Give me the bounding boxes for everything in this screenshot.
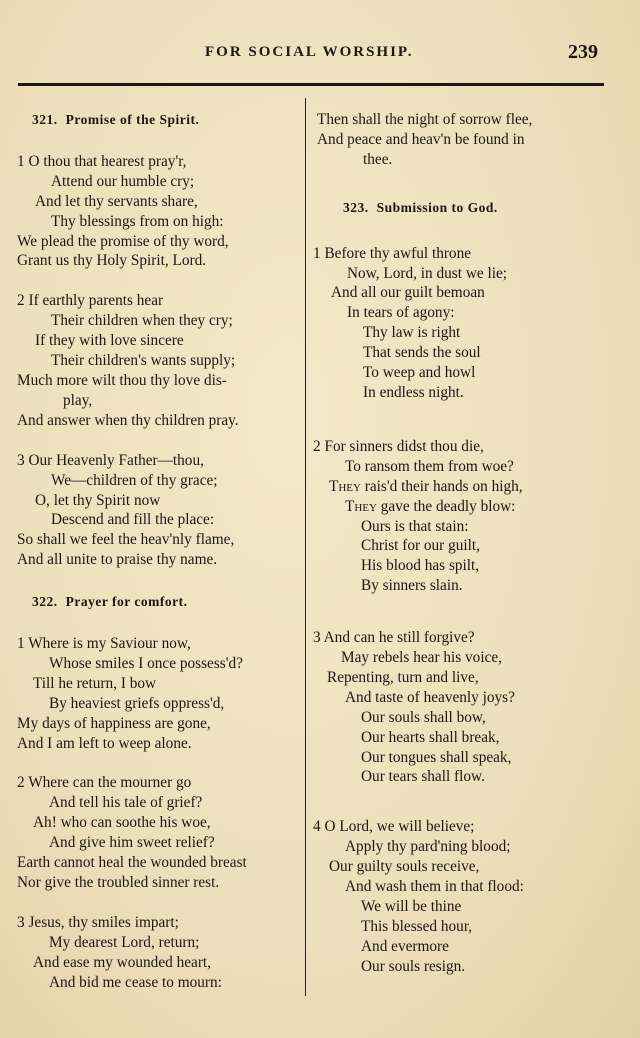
- verse-line: Attend our humble cry;: [51, 172, 195, 190]
- verse-line: Apply thy pard'ning blood;: [345, 838, 511, 856]
- verse-line: Ours is that stain:: [361, 517, 469, 535]
- verse-line: So shall we feel the heav'nly flame,: [17, 531, 235, 549]
- verse-line: Now, Lord, in dust we lie;: [347, 264, 508, 282]
- verse-line: 3 Jesus, thy smiles impart;: [17, 913, 179, 931]
- verse-line: [329, 477, 603, 497]
- verse-line: We will be thine: [361, 898, 462, 915]
- verse-line: 2 If earthly parents hear: [17, 292, 164, 310]
- verse-line: Till he return, I bow: [33, 674, 157, 692]
- verse-line: Then shall the night of sorrow flee,: [317, 111, 533, 128]
- verse-line: This blessed hour,: [361, 917, 473, 935]
- verse-line: And wash them in that flood:: [345, 878, 524, 896]
- stanza: [17, 451, 301, 570]
- verse-line: Earth cannot heal the wounded breast: [17, 854, 247, 872]
- header-rule: [18, 83, 604, 86]
- verse-line: Thy blessings from on high:: [51, 212, 224, 230]
- verse-line: Our souls resign.: [361, 957, 466, 975]
- verse-line: And let thy servants share,: [35, 192, 198, 210]
- stanza: [313, 244, 603, 403]
- verse-line: 3 And can he still forgive?: [313, 629, 475, 647]
- verse-line: And taste of heavenly joys?: [345, 688, 515, 706]
- verse-line: His blood has spilt,: [361, 557, 480, 575]
- stanza: [17, 634, 301, 753]
- verse-line: Repenting, turn and live,: [327, 668, 479, 686]
- verse-line: Our guilty souls receive,: [329, 858, 480, 876]
- hymn-323-title: [343, 198, 603, 218]
- verse-line: Much more wilt thou thy love dis-: [17, 371, 227, 389]
- hymn-title-text: Prayer for comfort.: [65, 594, 188, 610]
- verse-line: 1 Where is my Saviour now,: [17, 635, 191, 653]
- hymn-322-title: [32, 592, 301, 612]
- verse-line: play,: [63, 391, 93, 409]
- stanza: [313, 437, 603, 596]
- verse-line: O, let thy Spirit now: [35, 491, 161, 509]
- stanza: [17, 152, 301, 271]
- verse-line: 2 For sinners didst thou die,: [313, 437, 484, 455]
- verse-line: My dearest Lord, return;: [49, 933, 200, 951]
- stanza: [17, 913, 301, 993]
- verse-line: And bid me cease to mourn:: [49, 973, 222, 991]
- verse-line: Nor give the troubled sinner rest.: [17, 874, 220, 891]
- small-caps-word: They: [345, 497, 377, 515]
- stanza-continuation: [313, 110, 603, 170]
- left-column: [17, 110, 301, 993]
- verse-line: That sends the soul: [363, 344, 481, 362]
- verse-line: By sinners slain.: [361, 577, 463, 595]
- verse-line: 4 O Lord, we will believe;: [313, 818, 475, 836]
- verse-line: thee.: [363, 150, 393, 168]
- verse-line: Christ for our guilt,: [361, 537, 480, 555]
- stanza: [17, 773, 301, 892]
- verse-line: In endless night.: [363, 383, 464, 401]
- hymn-title-text: Promise of the Spirit.: [65, 112, 200, 127]
- page-number: 239: [568, 41, 598, 63]
- stanza: [313, 817, 603, 976]
- verse-line: Grant us thy Holy Spirit, Lord.: [17, 252, 207, 270]
- verse-line: And tell his tale of grief?: [49, 794, 203, 812]
- verse-line: [345, 497, 603, 517]
- verse-line: Our tongues shall speak,: [361, 748, 512, 766]
- verse-line: By heaviest griefs oppress'd,: [49, 694, 225, 712]
- hymn-number: 321.: [32, 112, 58, 127]
- verse-line: Our tears shall flow.: [361, 768, 485, 786]
- verse-line: 2 Where can the mourner go: [17, 774, 192, 792]
- running-title: FOR SOCIAL WORSHIP.: [205, 44, 414, 60]
- verse-line: And ease my wounded heart,: [33, 953, 211, 971]
- verse-line: May rebels hear his voice,: [341, 649, 502, 667]
- verse-line-rest: rais'd their hands on high,: [364, 477, 523, 495]
- verse-line: Our souls shall bow,: [361, 708, 486, 726]
- verse-line: In tears of agony:: [347, 304, 455, 322]
- verse-line: 1 O thou that hearest pray'r,: [17, 152, 187, 170]
- hymn-title-text: Submission to God.: [376, 199, 498, 215]
- verse-line: We—children of thy grace;: [51, 471, 218, 489]
- verse-line: Thy law is right: [363, 324, 461, 342]
- verse-line: Descend and fill the place:: [51, 511, 215, 529]
- hymn-number: 323.: [343, 199, 369, 215]
- verse-line: 1 Before thy awful throne: [313, 244, 472, 262]
- verse-line: Our hearts shall break,: [361, 728, 500, 746]
- hymn-number: 322.: [32, 594, 58, 610]
- verse-line: To weep and howl: [363, 364, 476, 382]
- verse-line: Whose smiles I once possess'd?: [49, 654, 243, 672]
- verse-line: 3 Our Heavenly Father—thou,: [17, 451, 204, 469]
- small-caps-word: They: [329, 477, 361, 495]
- stanza: [17, 291, 301, 430]
- verse-line: And all unite to praise thy name.: [17, 551, 218, 569]
- stanza: [313, 628, 603, 787]
- verse-line: And all our guilt bemoan: [331, 284, 485, 302]
- verse-line: Their children when they cry;: [51, 312, 233, 330]
- verse-line: If they with love sincere: [35, 332, 184, 350]
- verse-line: Ah! who can soothe his woe,: [33, 814, 211, 832]
- verse-line: And I am left to weep alone.: [17, 734, 192, 752]
- verse-line: And give him sweet relief?: [49, 834, 215, 852]
- verse-line: We plead the promise of thy word,: [17, 232, 229, 250]
- verse-line: To ransom them from woe?: [345, 457, 514, 475]
- verse-line: Their children's wants supply;: [51, 352, 236, 370]
- verse-line: And evermore: [361, 937, 449, 955]
- right-column: [313, 110, 603, 977]
- verse-line: And peace and heav'n be found in: [317, 130, 525, 148]
- verse-line: My days of happiness are gone,: [17, 714, 211, 732]
- column-divider: [305, 98, 306, 996]
- verse-line: And answer when thy children pray.: [17, 411, 239, 429]
- verse-line-rest: gave the deadly blow:: [380, 497, 516, 515]
- hymn-321-title: [32, 110, 301, 130]
